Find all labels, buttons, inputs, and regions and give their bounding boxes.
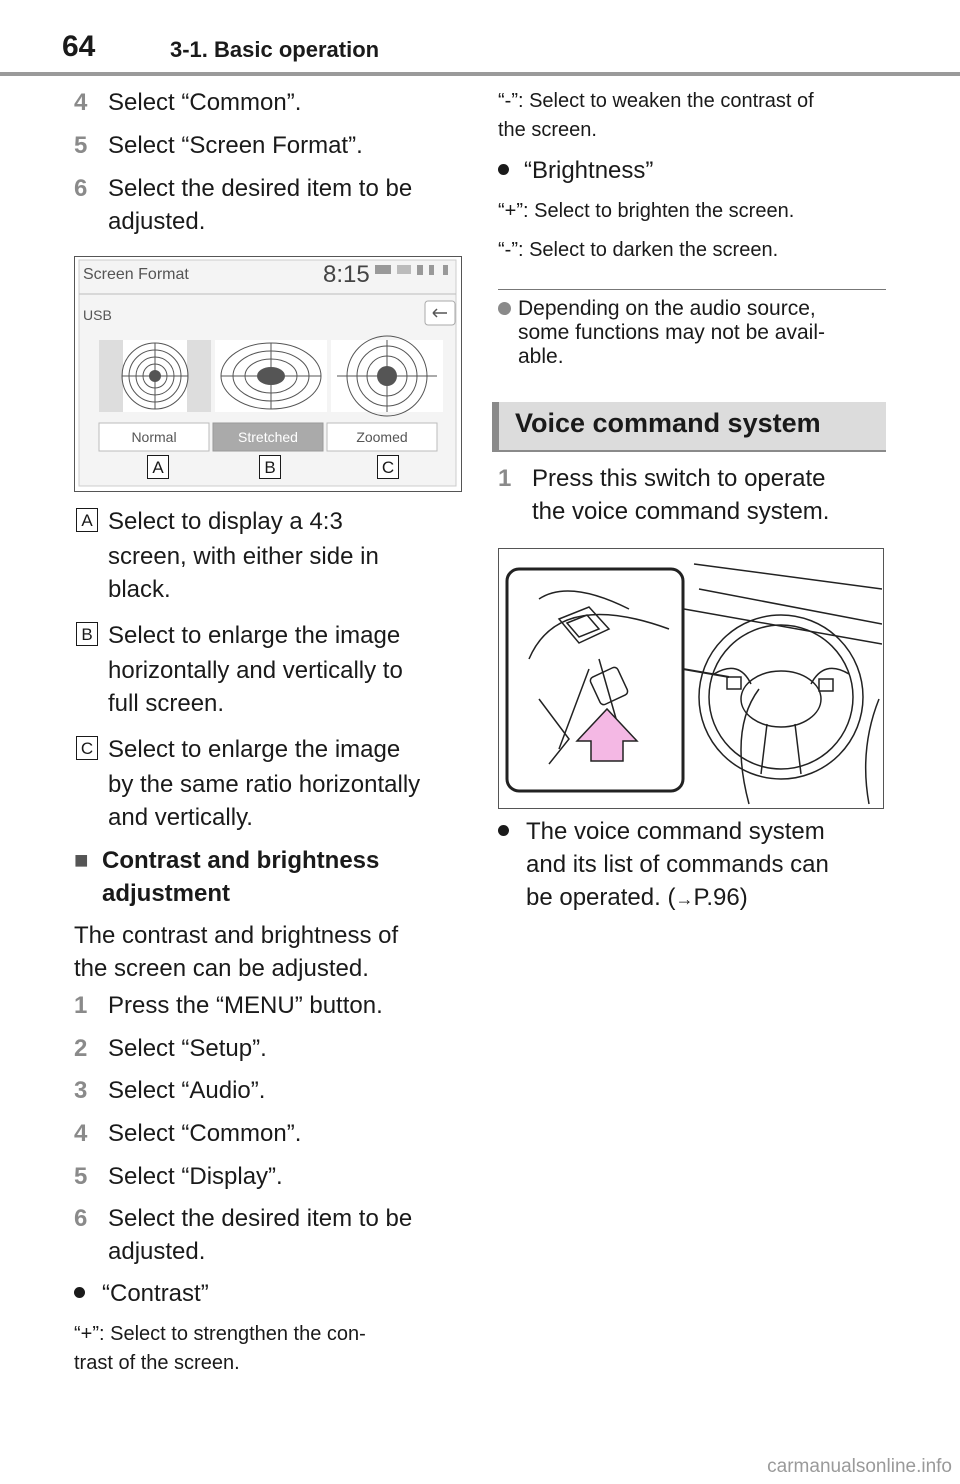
voice-step-1: [498, 462, 878, 528]
preview-stretched: [215, 340, 327, 412]
subheading: [74, 844, 464, 914]
bullet-text: “Contrast”: [102, 1280, 209, 1307]
zoomed-button-label: Zoomed: [356, 429, 408, 445]
bullet-line: The voice command system: [526, 818, 825, 845]
item-line: Select to enlarge the image: [108, 622, 401, 649]
voice-heading: Voice command system: [515, 408, 821, 438]
normal-button-label: Normal: [131, 429, 177, 445]
arrow-right-icon: →: [675, 889, 694, 909]
normal-button[interactable]: [99, 423, 209, 451]
step-text: Select “Setup”.: [108, 1035, 267, 1062]
callout-c: C: [377, 455, 399, 479]
step-number: 6: [74, 175, 88, 202]
step-text-cont: adjusted.: [108, 208, 206, 235]
item-line: and vertically.: [108, 804, 253, 831]
preview-zoomed: [331, 336, 443, 416]
page-number: 64: [62, 30, 96, 63]
subheading-line: adjustment: [102, 880, 231, 907]
callout-a: A: [147, 455, 169, 479]
item-c: [76, 733, 466, 833]
note-line: able.: [518, 345, 564, 368]
item-tag: A: [76, 508, 98, 532]
screen-time: 8:15: [323, 261, 370, 288]
note-line: Depending on the audio source,: [518, 297, 816, 320]
item-a: [76, 505, 466, 605]
item-line: full screen.: [108, 690, 225, 717]
step-6: [74, 1202, 454, 1268]
step-number: 1: [498, 465, 512, 492]
step-text: Select “Audio”.: [108, 1077, 266, 1104]
intro-line: the screen can be adjusted.: [74, 955, 369, 982]
step-1: [74, 989, 454, 1022]
note-dot: [498, 302, 511, 315]
voice-switch-figure: [498, 548, 884, 809]
voice-bullet: [498, 815, 888, 915]
item-line: Select to enlarge the image: [108, 736, 401, 763]
back-arrow-icon[interactable]: [425, 301, 455, 325]
note: [498, 297, 888, 372]
step-4-top: [74, 86, 454, 119]
contrast-plus-line: “+”: Select to strengthen the con-: [74, 1323, 366, 1345]
item-line: by the same ratio horizontally: [108, 771, 421, 798]
step-text: Select the desired item to be: [108, 1205, 413, 1232]
step-text: Press the “MENU” button.: [108, 992, 383, 1019]
preview-normal: [99, 340, 211, 412]
step-number: 6: [74, 1205, 88, 1232]
step-text: Select “Common”.: [108, 1120, 302, 1147]
item-line: Select to display a 4:3: [108, 508, 343, 535]
item-b: [76, 619, 466, 719]
watermark: carmanualsonline.info: [767, 1456, 952, 1477]
subheading-marker: ■: [74, 847, 89, 874]
item-line: screen, with either side in: [108, 543, 379, 570]
item-line: black.: [108, 576, 171, 603]
step-text: Select the desired item to be: [108, 175, 413, 202]
voice-switch-svg: [499, 549, 882, 807]
screen-title: Screen Format: [83, 266, 189, 283]
callout-b: B: [259, 455, 281, 479]
contrast-bullet: [74, 1277, 454, 1310]
header-rule: [0, 72, 960, 76]
item-tag: C: [76, 736, 98, 760]
contrast-minus-line: the screen.: [498, 119, 597, 141]
step-5-top: [74, 129, 454, 162]
subheading-line: Contrast and brightness: [102, 847, 380, 874]
step-text-cont: the voice command system.: [532, 498, 830, 525]
step-text: Select “Display”.: [108, 1163, 283, 1190]
page-ref-link[interactable]: P.96): [693, 884, 748, 911]
note-rule: [498, 289, 886, 290]
bullet-text: be operated. (: [526, 884, 676, 911]
step-3: [74, 1074, 454, 1107]
item-tag: B: [76, 622, 98, 646]
screen-source: USB: [83, 307, 112, 323]
intro-line: The contrast and brightness of: [74, 922, 399, 949]
item-line: horizontally and vertically to: [108, 657, 403, 684]
step-number: 4: [74, 1120, 88, 1147]
step-number: 4: [74, 89, 88, 116]
bullet-text: “Brightness”: [524, 157, 654, 184]
step-text: Press this switch to operate: [532, 465, 826, 492]
brightness-plus: “+”: Select to brighten the screen.: [498, 200, 795, 222]
stretched-button-label: Stretched: [238, 429, 298, 445]
contrast-minus-line: “-”: Select to weaken the contrast of: [498, 90, 814, 112]
bullet-line: and its list of commands can: [526, 851, 829, 878]
section-title: 3-1. Basic operation: [170, 37, 380, 62]
step-4: [74, 1117, 454, 1150]
brightness-minus: “-”: Select to darken the screen.: [498, 239, 779, 261]
stretched-button[interactable]: [213, 423, 323, 451]
step-text: Select “Screen Format”.: [108, 132, 363, 159]
note-line: some functions may not be avail-: [518, 321, 825, 344]
brightness-bullet: [498, 154, 878, 187]
step-text-cont: adjusted.: [108, 1238, 206, 1265]
bullet-dot: [498, 164, 509, 175]
voice-heading-box: [492, 402, 886, 452]
step-5: [74, 1160, 454, 1193]
step-2: [74, 1032, 454, 1065]
step-6-top: [74, 172, 454, 238]
screen-format-figure: [74, 256, 462, 492]
step-number: 2: [74, 1035, 88, 1062]
step-text: Select “Common”.: [108, 89, 302, 116]
step-number: 1: [74, 992, 88, 1019]
bullet-line: [526, 881, 748, 916]
step-number: 5: [74, 1163, 88, 1190]
step-number: 3: [74, 1077, 88, 1104]
contrast-plus-line: trast of the screen.: [74, 1352, 240, 1374]
zoomed-button[interactable]: [327, 423, 437, 451]
bullet-dot: [74, 1287, 85, 1298]
bullet-dot: [498, 825, 509, 836]
step-number: 5: [74, 132, 88, 159]
